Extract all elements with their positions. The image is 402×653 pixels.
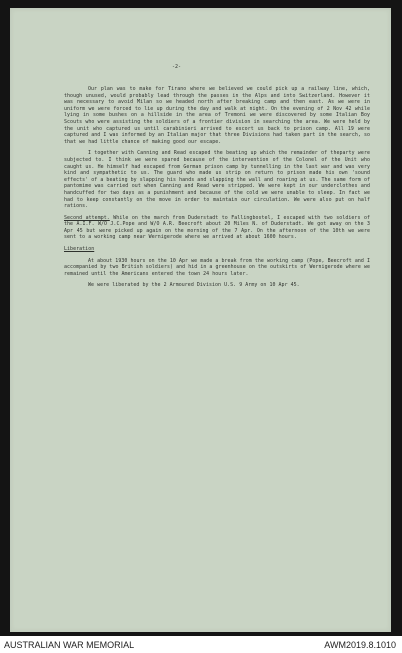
paragraph-second-attempt (64, 215, 370, 241)
paragraph-liberation: At about 1930 hours on the 10 Apr we made a break from the working camp (Pope, Beecroft and I accompanied by two British soldiers) and hid in a greenhouse on the outskirts of Wernigerode where we remained until the Americans entered the town 24 hours later. (64, 257, 370, 277)
second-attempt-text: While on the march from Duderstadt to Fallingbostel, I escaped with two soldiers of the A.I.F. W/O J.C.Pope and W/O A.R. Beecroft about 20 Miles N. of Duderstadt. We got away on the 3 Apr 45 but were picked up again on the morning of the 7 Apr. On the afternoon of the 10th we were sent to a working camp near Wernigerode where we arrived at about 1600 hours. (64, 214, 370, 241)
typed-body (64, 86, 370, 294)
paragraph-liberated-by: We were liberated by the 2 Armoured Division U.S. 9 Army on 10 Apr 45. (88, 282, 300, 289)
liberation-heading: Liberation (64, 246, 95, 253)
footer-reference: AWM2019.8.1010 (324, 640, 396, 650)
paragraph-escape-plan: Our plan was to make for Tirano where we believed we could pick up a railway line, which, though unused, would probably lead through the passes in the Alps and into Switzerland. However it was necessary to avoid Milan so we headed north after breaking camp and then east. As we were in uniform we were forced to lie up during the day and walk at night. On the evening of 2 Nov 42 while lying in some bushes on a hillside in the area of Tremoni we were discovered by some Italian Boy Scouts who were assisting the soldiers of a frontier division in searching the area. We were held by the unit who captured us until carabinieri arrived to escort us back to prison camp. All 19 were captured and I was informed by an Italian major that three Divisions had taken part in the search, so that we had little chance of making good our escape. (64, 86, 370, 145)
page-number: -2- (172, 64, 182, 70)
second-attempt-heading: Second attempt. (64, 214, 110, 221)
paragraph-beating: I together with Canning and Read escaped the beating up which the remainder of theparty were subjected to. I think we were spared because of the intervention of the Colonel of the Unit who caught us. He himself had escaped from German prison camp by tunnelling in the last war and was very kind and sympathetic to us. The guard who made us strip on return to prison made his own 'sound effects' of a beating by slapping his hands and slapping the wall and roaring at us. The same form of pantomime was carried out when Canning and Read were stripped. We were kept in our underclothes and handcuffed for two days as a punishment and because of the cold we were unable to sleep. In fact we had to keep constantly on the move in order to maintain our circulation. We were also put on half rations. (64, 150, 370, 210)
footer-bar (0, 637, 402, 653)
footer-institution: AUSTRALIAN WAR MEMORIAL (4, 640, 135, 650)
